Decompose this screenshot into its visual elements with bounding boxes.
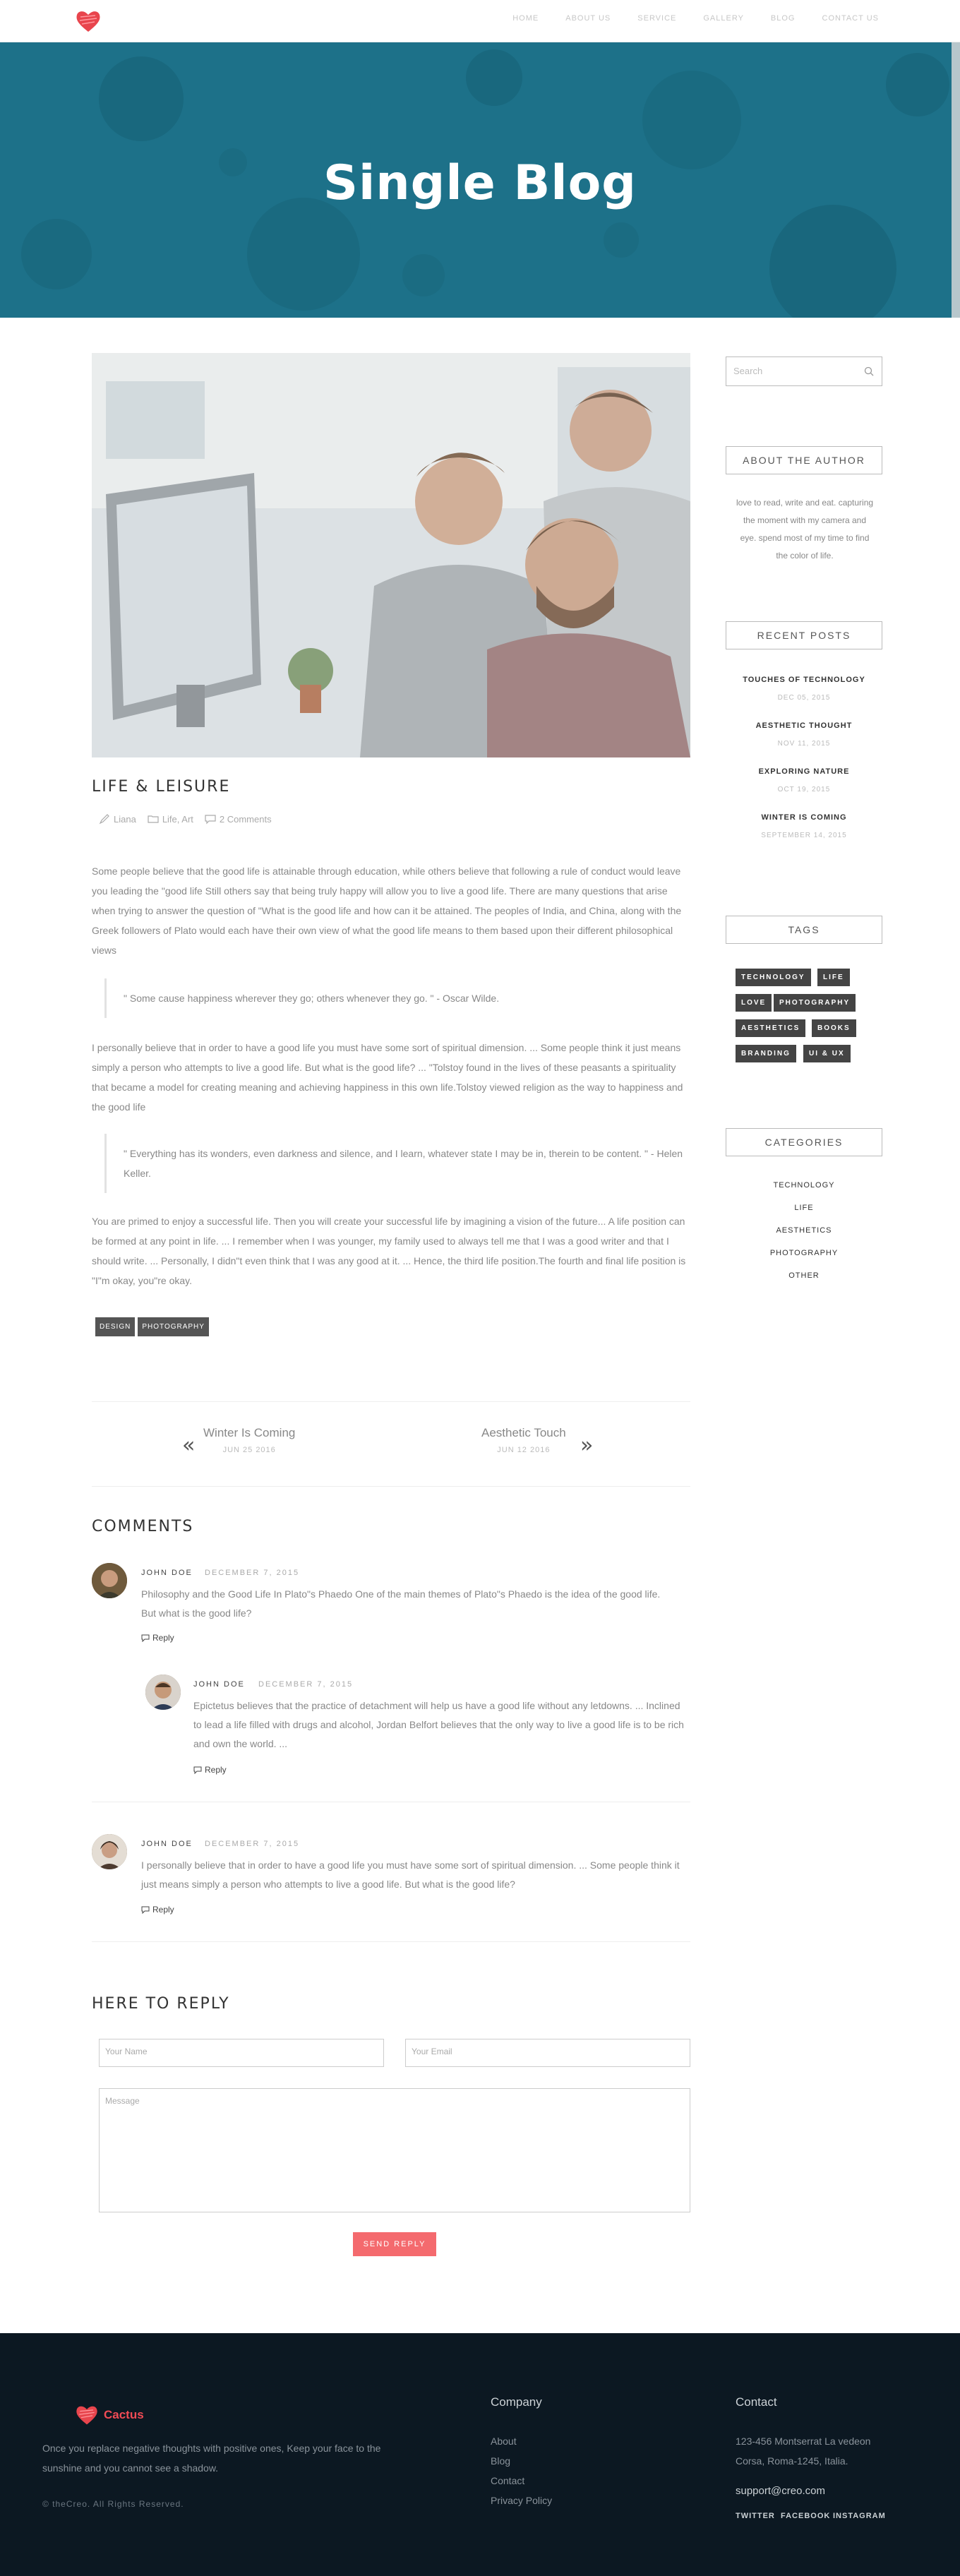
divider <box>92 1486 690 1487</box>
sidebar-tag[interactable]: TECHNOLOGY <box>736 969 811 986</box>
search-placeholder: Search <box>733 366 763 376</box>
sidebar-tag[interactable]: LIFE <box>817 969 850 986</box>
nav-blog[interactable]: BLOG <box>770 14 796 23</box>
reply-link[interactable] <box>141 1905 174 1915</box>
category-link[interactable]: OTHER <box>788 1271 820 1280</box>
footer-email[interactable]: support@creo.com <box>736 2485 825 2497</box>
pen-icon <box>99 813 110 825</box>
reply-label[interactable]: Reply <box>152 1633 174 1643</box>
office-photo <box>92 353 690 757</box>
send-reply-button[interactable]: SEND REPLY <box>353 2232 436 2256</box>
recent-post-date: SEPTEMBER 14, 2015 <box>761 832 847 839</box>
reply-icon <box>141 1634 150 1642</box>
avatar <box>92 1834 127 1869</box>
recent-post-date: NOV 11, 2015 <box>777 740 831 748</box>
sidebar-tag[interactable]: BRANDING <box>736 1045 796 1062</box>
social-twitter[interactable]: TWITTER <box>736 2512 775 2520</box>
comment-text: I personally believe that in order to have a good life you must have some sort of spiritual dimension. ... Some people think it just means simply a person who attempts to live a good life. But what is the good life? <box>141 1859 680 1890</box>
nav-home[interactable]: HOME <box>512 14 539 23</box>
reply-label[interactable]: Reply <box>152 1905 174 1915</box>
recent-posts-heading: RECENT POSTS <box>726 621 882 649</box>
footer-address-line1: 123-456 Montserrat La vedeon <box>736 2436 871 2447</box>
recent-post-title[interactable]: AESTHETIC THOUGHT <box>755 721 853 730</box>
footer-link-about[interactable]: About <box>491 2436 517 2447</box>
post-tag[interactable]: PHOTOGRAPHY <box>138 1317 209 1336</box>
post-paragraph-1: Some people believe that the good life is attainable through education, while others believe that following a rule of conduct would leave you leading the "good life Still others say that being truly happy will allow you to live a good life. There are many questions that arise when trying to answer the question of "What is the good life and how can it be attained. The peoples of India, and China, along with the Greek followers of Plato would each have their own view of what the good life means to them based upon their different philosophical views <box>92 865 682 956</box>
footer-company-heading: Company <box>491 2395 542 2409</box>
post-author[interactable]: Liana <box>114 813 136 825</box>
avatar <box>145 1675 181 1710</box>
social-instagram[interactable]: INSTAGRAM <box>833 2512 886 2520</box>
recent-post-title[interactable]: TOUCHES OF TECHNOLOGY <box>743 676 865 684</box>
nav-about[interactable]: ABOUT US <box>565 14 611 23</box>
nav-service[interactable]: SERVICE <box>637 14 677 23</box>
footer-link-blog[interactable]: Blog <box>491 2455 511 2467</box>
footer-contact-heading: Contact <box>736 2395 777 2409</box>
post-quote-2: " Everything has its wonders, even darkness and silence, and I learn, whatever state I may be in, therein to be content. " - Helen Keller. <box>104 1134 690 1193</box>
message-field[interactable]: Message <box>99 2088 690 2212</box>
post-tag[interactable]: DESIGN <box>95 1317 135 1336</box>
comment-date: DECEMBER 7, 2015 <box>258 1680 354 1689</box>
category-link[interactable]: AESTHETICS <box>776 1226 832 1235</box>
reply-icon <box>141 1905 150 1914</box>
divider <box>92 1941 690 1942</box>
sidebar-tag[interactable]: BOOKS <box>812 1019 856 1037</box>
hero-banner <box>0 42 960 318</box>
sidebar-tag[interactable]: LOVE <box>736 994 772 1012</box>
comment-text: Epictetus believes that the practice of detachment will help us have a good life without any letdowns. ... Inclined to lead a life filled with drugs and alcohol, Jordan Belfort believes that the only way to live a good life is to be rich and own the world. ... <box>193 1700 684 1749</box>
prev-post-link[interactable] <box>203 1426 295 1454</box>
recent-post-title[interactable]: EXPLORING NATURE <box>758 767 850 776</box>
social-facebook[interactable]: FACEBOOK <box>781 2512 831 2520</box>
footer-address-line2: Corsa, Roma-1245, Italia. <box>736 2455 848 2467</box>
page-title: Single Blog <box>323 155 637 211</box>
reply-label[interactable]: Reply <box>205 1765 227 1775</box>
post-quote-1: " Some cause happiness wherever they go; others whenever they go. " - Oscar Wilde. <box>104 978 690 1018</box>
post-categories[interactable]: Life, Art <box>162 813 193 825</box>
next-post-date: JUN 12 2016 <box>497 1446 551 1454</box>
divider <box>92 1401 690 1402</box>
search-icon[interactable] <box>863 366 875 377</box>
footer-link-contact[interactable]: Contact <box>491 2475 525 2486</box>
sidebar-tag[interactable]: PHOTOGRAPHY <box>774 994 856 1012</box>
post-title: LIFE & LEISURE <box>92 778 231 796</box>
post-tags <box>95 1317 209 1336</box>
about-author-heading: ABOUT THE AUTHOR <box>726 446 882 474</box>
next-post-link[interactable] <box>481 1426 566 1454</box>
comment-author[interactable]: JOHN DOE <box>141 1569 193 1577</box>
category-link[interactable]: LIFE <box>794 1204 814 1212</box>
post-paragraph-3: You are primed to enjoy a successful life. Then you will create your successful life by imagining a vision of the future... A life position can be formed at any point in life. ... I remember when I was younger, my family used to always tell me that I was a good writer and that I should write. ... Personally, I didn"t even think that I was any good at it. ... Hence, the third life position.The fourth and final life position is "I"m okay, you"re okay. <box>92 1216 686 1286</box>
comment-icon <box>205 813 216 825</box>
reply-link[interactable] <box>193 1765 227 1775</box>
tags-heading: TAGS <box>726 916 882 944</box>
reply-icon <box>193 1766 202 1774</box>
name-field[interactable]: Your Name <box>99 2039 384 2067</box>
about-author-text: love to read, write and eat. capturing the moment with my camera and eye. spend most of my time to find the color of life. <box>736 498 874 561</box>
top-navbar <box>0 0 960 42</box>
prev-post-date: JUN 25 2016 <box>222 1446 276 1454</box>
folder-icon <box>148 813 159 825</box>
comments-heading: COMMENTS <box>92 1518 194 1535</box>
comment-date: DECEMBER 7, 2015 <box>205 1840 300 1848</box>
search-input[interactable] <box>726 357 882 386</box>
comment-author[interactable]: JOHN DOE <box>193 1680 245 1689</box>
chevron-right-icon[interactable]: » <box>580 1433 594 1458</box>
recent-post-title[interactable]: WINTER IS COMING <box>761 813 847 822</box>
heart-logo-icon <box>74 2404 100 2426</box>
recent-post-date: OCT 19, 2015 <box>777 786 831 793</box>
heart-logo-icon[interactable] <box>74 8 102 34</box>
recent-post-date: DEC 05, 2015 <box>777 694 831 702</box>
footer-link-privacy[interactable]: Privacy Policy <box>491 2495 553 2506</box>
reply-heading: HERE TO REPLY <box>92 1995 230 2013</box>
category-link[interactable]: TECHNOLOGY <box>773 1181 835 1190</box>
nav-gallery[interactable]: GALLERY <box>703 14 744 23</box>
avatar <box>92 1563 127 1598</box>
main-nav <box>512 14 879 23</box>
sidebar-tag[interactable]: AESTHETICS <box>736 1019 805 1037</box>
post-featured-image <box>92 353 690 757</box>
comment-author[interactable]: JOHN DOE <box>141 1840 193 1848</box>
category-link[interactable]: PHOTOGRAPHY <box>769 1249 839 1257</box>
post-meta <box>99 813 272 825</box>
sidebar-tag[interactable]: UI & UX <box>803 1045 851 1062</box>
footer-copyright: © theCreo. All Rights Reserved. <box>42 2499 184 2509</box>
post-comment-count[interactable]: 2 Comments <box>219 813 272 825</box>
email-field[interactable]: Your Email <box>405 2039 690 2067</box>
categories-heading: CATEGORIES <box>726 1128 882 1156</box>
comment-date: DECEMBER 7, 2015 <box>205 1569 300 1577</box>
next-post-title[interactable]: Aesthetic Touch <box>481 1426 566 1439</box>
footer-brand[interactable] <box>74 2404 144 2426</box>
footer-brand-name: Cactus <box>104 2408 144 2421</box>
comment-text: Philosophy and the Good Life In Plato"s Phaedo One of the main themes of Plato"s Phaedo is the idea of the good life. But what is the good life? <box>141 1588 661 1619</box>
reply-link[interactable] <box>141 1633 174 1643</box>
prev-post-title[interactable]: Winter Is Coming <box>203 1426 296 1439</box>
footer-description: Once you replace negative thoughts with positive ones, Keep your face to the sunshine and you cannot see a shadow. <box>42 2443 381 2474</box>
nav-contact[interactable]: CONTACT US <box>822 14 879 23</box>
post-paragraph-2: I personally believe that in order to have a good life you must have some sort of spiritual dimension. ... Some people think it just means simply a person who attempts to live a good life. But what is the good life? ... "Tolstoy found in the lives of these peasants a spirituality that became a model for creating meaning and achieving happiness in this own life.Tolstoy viewed religion as the way to happiness and the good life <box>92 1042 683 1113</box>
chevron-left-icon[interactable]: « <box>182 1433 196 1458</box>
